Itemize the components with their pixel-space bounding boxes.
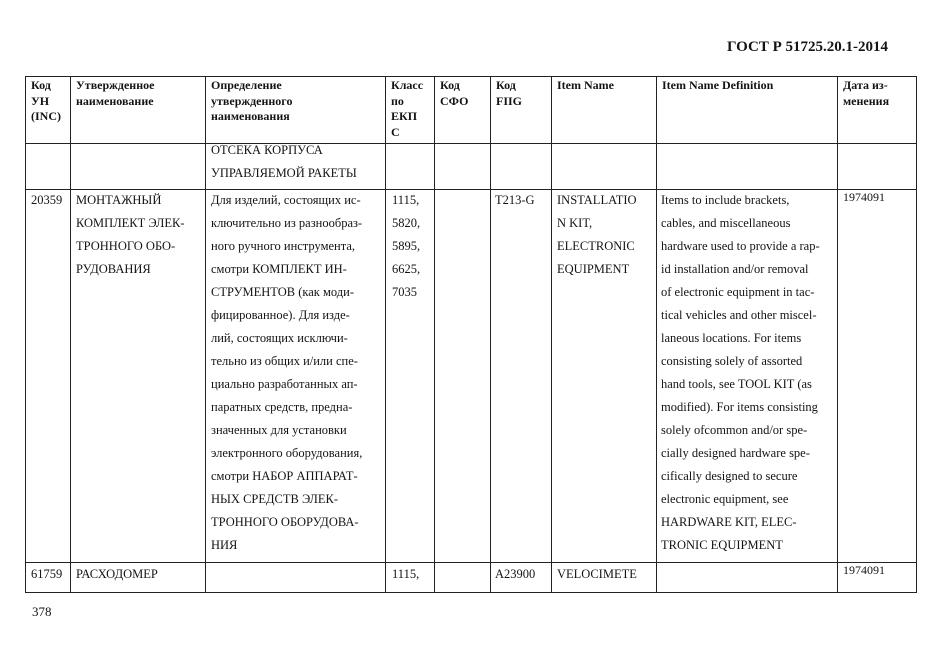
item-definition-line: hardware used to provide a rap- <box>661 239 820 253</box>
cell-item-definition <box>657 563 838 593</box>
cell-item-name <box>552 144 657 190</box>
header-text: наименования <box>211 109 290 123</box>
definition-line: смотри НАБОР АППАРАТ- <box>211 469 358 483</box>
inc-code: 61759 <box>31 567 63 581</box>
header-text: Код <box>31 78 51 92</box>
cell-name <box>71 144 206 190</box>
cell-sfo <box>435 563 491 593</box>
definition-line: ТРОННОГО ОБОРУДОВА- <box>211 515 359 529</box>
definition-line: ного ручного инструмента, <box>211 239 356 253</box>
page-number: 378 <box>32 604 52 619</box>
definition-line: смотри КОМПЛЕКТ ИН- <box>211 262 347 276</box>
class-code: 5895, <box>392 239 421 253</box>
header-text: Item Name Definition <box>662 78 774 92</box>
definition-line: ключительно из разнообраз- <box>211 216 363 230</box>
item-definition-line: cables, and miscellaneous <box>661 216 791 230</box>
header-text: СФО <box>440 93 469 108</box>
cell-item-definition <box>657 190 838 563</box>
item-name-line: VELOCIMETE <box>557 567 637 581</box>
definition-line: значенных для установки <box>211 423 347 437</box>
item-definition-line: of electronic equipment in tac- <box>661 285 815 299</box>
header-text: Код <box>496 78 516 92</box>
header-text: С <box>391 124 400 139</box>
cell-item-name <box>552 190 657 563</box>
definition-line: циально разработанных ап- <box>211 377 358 391</box>
header-text: Код <box>440 78 460 92</box>
class-code: 1115, <box>392 193 420 207</box>
header-text: (INC) <box>31 109 61 123</box>
item-name-line: ELECTRONIC <box>557 239 635 253</box>
header-cell-sfo <box>435 77 491 144</box>
change-date: 1974091 <box>843 563 885 577</box>
class-code: 1115, <box>392 567 420 581</box>
fiig-code: A23900 <box>495 567 536 581</box>
class-code: 6625, <box>392 262 421 276</box>
standard-code-header: ГОСТ Р 51725.20.1-2014 <box>726 39 888 55</box>
cell-definition <box>206 563 386 593</box>
item-definition-line: cially designed hardware spe- <box>661 446 810 460</box>
definition-line: паратных средств, предна- <box>211 400 353 414</box>
header-cell-definition <box>206 77 386 144</box>
cell-inc <box>26 563 71 593</box>
header-text: наименование <box>76 93 154 108</box>
header-text: менения <box>843 93 890 108</box>
inc-code: 20359 <box>31 193 63 207</box>
item-definition-line: cifically designed to secure <box>661 469 798 483</box>
item-name-line: N KIT, <box>557 216 593 230</box>
header-cell-name <box>71 77 206 144</box>
cell-sfo <box>435 190 491 563</box>
cell-class <box>386 144 435 190</box>
cell-date <box>838 144 917 190</box>
cell-item-name <box>552 563 657 593</box>
name-line: РАСХОДОМЕР <box>76 567 158 581</box>
item-definition-line: consisting solely of assorted <box>661 354 803 368</box>
header-cell-item-name <box>552 77 657 144</box>
cell-definition <box>206 144 386 190</box>
header-cell-item-definition <box>657 77 838 144</box>
class-code: 7035 <box>392 285 417 299</box>
item-definition-line: solely ofcommon and/or spe- <box>661 423 808 437</box>
definition-line: НИЯ <box>211 538 238 552</box>
header-text: Item Name <box>557 78 614 92</box>
definition-line: ОТСЕКА КОРПУСА <box>211 143 323 157</box>
definition-line: тельно из общих и/или спе- <box>211 354 358 368</box>
header-text: Утвержденное <box>76 78 155 92</box>
definition-line: фицированное). Для изде- <box>211 308 350 322</box>
cell-definition <box>206 190 386 563</box>
change-date: 1974091 <box>843 190 885 204</box>
name-line: РУДОВАНИЯ <box>76 262 151 276</box>
codification-table <box>25 76 917 593</box>
header-cell-inc <box>26 77 71 144</box>
item-definition-line: hand tools, see TOOL KIT (as <box>661 377 812 391</box>
header-text: утвержденного <box>211 93 293 108</box>
item-definition-line: laneous locations. For items <box>661 331 802 345</box>
definition-line: лий, состоящих исключи- <box>211 331 348 345</box>
definition-line: электронного оборудования, <box>211 446 363 460</box>
header-cell-fiig <box>491 77 552 144</box>
cell-date <box>838 563 917 593</box>
definition-line: УПРАВЛЯЕМОЙ РАКЕТЫ <box>211 166 357 180</box>
item-definition-line: HARDWARE KIT, ELEC- <box>661 515 797 529</box>
header-text: Определение <box>211 78 282 92</box>
class-code: 5820, <box>392 216 421 230</box>
header-text: Дата из- <box>843 78 888 92</box>
header-text: FIIG <box>496 93 523 108</box>
cell-fiig <box>491 563 552 593</box>
cell-item-definition <box>657 144 838 190</box>
cell-name <box>71 563 206 593</box>
header-text: УН <box>31 93 50 108</box>
cell-inc <box>26 144 71 190</box>
cell-name <box>71 190 206 563</box>
cell-sfo <box>435 144 491 190</box>
item-name-line: INSTALLATIO <box>557 193 637 207</box>
item-name-line: EQUIPMENT <box>557 262 630 276</box>
cell-fiig <box>491 144 552 190</box>
cell-inc <box>26 190 71 563</box>
fiig-code: T213-G <box>495 193 535 207</box>
cell-fiig <box>491 190 552 563</box>
item-definition-line: tical vehicles and other miscel- <box>661 308 817 322</box>
item-definition-line: modified). For items consisting <box>661 400 818 414</box>
header-cell-class <box>386 77 435 144</box>
header-text: по <box>391 93 404 108</box>
item-definition-line: Items to include brackets, <box>661 193 790 207</box>
definition-line: СТРУМЕНТОВ (как моди- <box>211 285 355 299</box>
cell-class <box>386 190 435 563</box>
item-definition-line: TRONIC EQUIPMENT <box>661 538 783 552</box>
item-definition-line: id installation and/or removal <box>661 262 809 276</box>
definition-line: НЫХ СРЕДСТВ ЭЛЕК- <box>211 492 339 506</box>
cell-date <box>838 190 917 563</box>
name-line: КОМПЛЕКТ ЭЛЕК- <box>76 216 185 230</box>
header-cell-date <box>838 77 917 144</box>
definition-line: Для изделий, состоящих ис- <box>211 193 361 207</box>
header-text: Класс <box>391 78 424 92</box>
item-definition-line: electronic equipment, see <box>661 492 789 506</box>
header-text: ЕКП <box>391 109 418 123</box>
name-line: ТРОННОГО ОБО- <box>76 239 176 253</box>
name-line: МОНТАЖНЫЙ <box>76 193 162 207</box>
cell-class <box>386 563 435 593</box>
